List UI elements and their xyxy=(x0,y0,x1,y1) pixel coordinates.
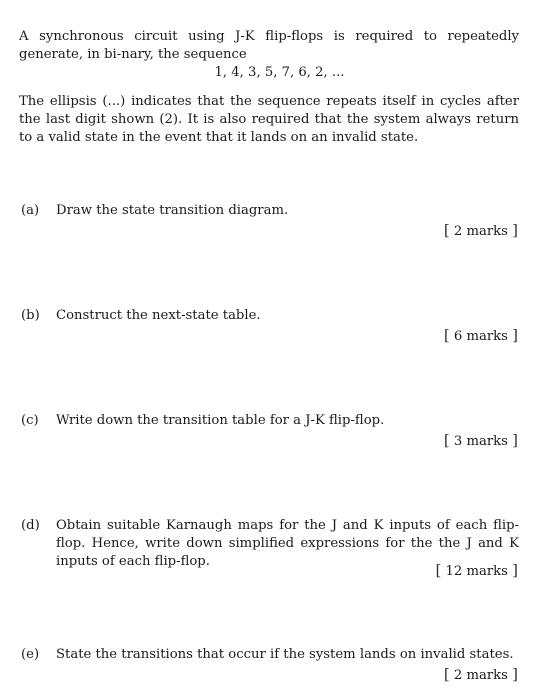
part-c xyxy=(19,412,519,430)
marks-value: 2 marks xyxy=(453,224,508,239)
part-text: Write down the transition table for a J-K flip-flop. xyxy=(56,413,385,428)
marks-value: 6 marks xyxy=(453,329,508,344)
part-text: State the transitions that occur if the system lands on invalid states. xyxy=(56,647,514,662)
part-text: Construct the next-state table. xyxy=(56,308,261,323)
question-intro-text: A synchronous circuit using J-K flip-flops is required to repeatedly generate, in bi-nary, the sequence xyxy=(19,29,519,62)
part-a xyxy=(19,202,519,220)
sequence-line: 1, 4, 3, 5, 7, 6, 2, ... xyxy=(214,65,345,80)
part-label: (e) xyxy=(21,647,40,662)
part-a-marks: [ 2 marks ] xyxy=(443,221,518,239)
part-label: (b) xyxy=(21,308,40,323)
part-label: (c) xyxy=(21,413,39,428)
marks-value: 3 marks xyxy=(453,434,508,449)
marks-value: 2 marks xyxy=(453,668,508,683)
part-c-marks: [ 3 marks ] xyxy=(443,431,518,449)
part-label: (d) xyxy=(21,518,40,533)
part-label: (a) xyxy=(21,203,40,218)
marks-value: 12 marks xyxy=(445,564,508,579)
part-e xyxy=(19,646,519,664)
part-e-marks: [ 2 marks ] xyxy=(443,665,518,683)
question-intro xyxy=(19,28,519,64)
part-b-marks: [ 6 marks ] xyxy=(443,326,518,344)
part-b xyxy=(19,307,519,325)
part-text: Draw the state transition diagram. xyxy=(56,203,289,218)
part-text: Obtain suitable Karnaugh maps for the J and K inputs of each flip-flop. Hence, write down simplified expressions for the the J and K inputs of each flip-flop. xyxy=(56,518,519,569)
question-explanation: The ellipsis (...) indicates that the sequence repeats itself in cycles after the last digit shown (2). It is also required that the system always return to a valid state in the event that it lands on an invalid state. xyxy=(19,94,519,145)
part-d-marks: [ 12 marks ] xyxy=(435,561,518,579)
